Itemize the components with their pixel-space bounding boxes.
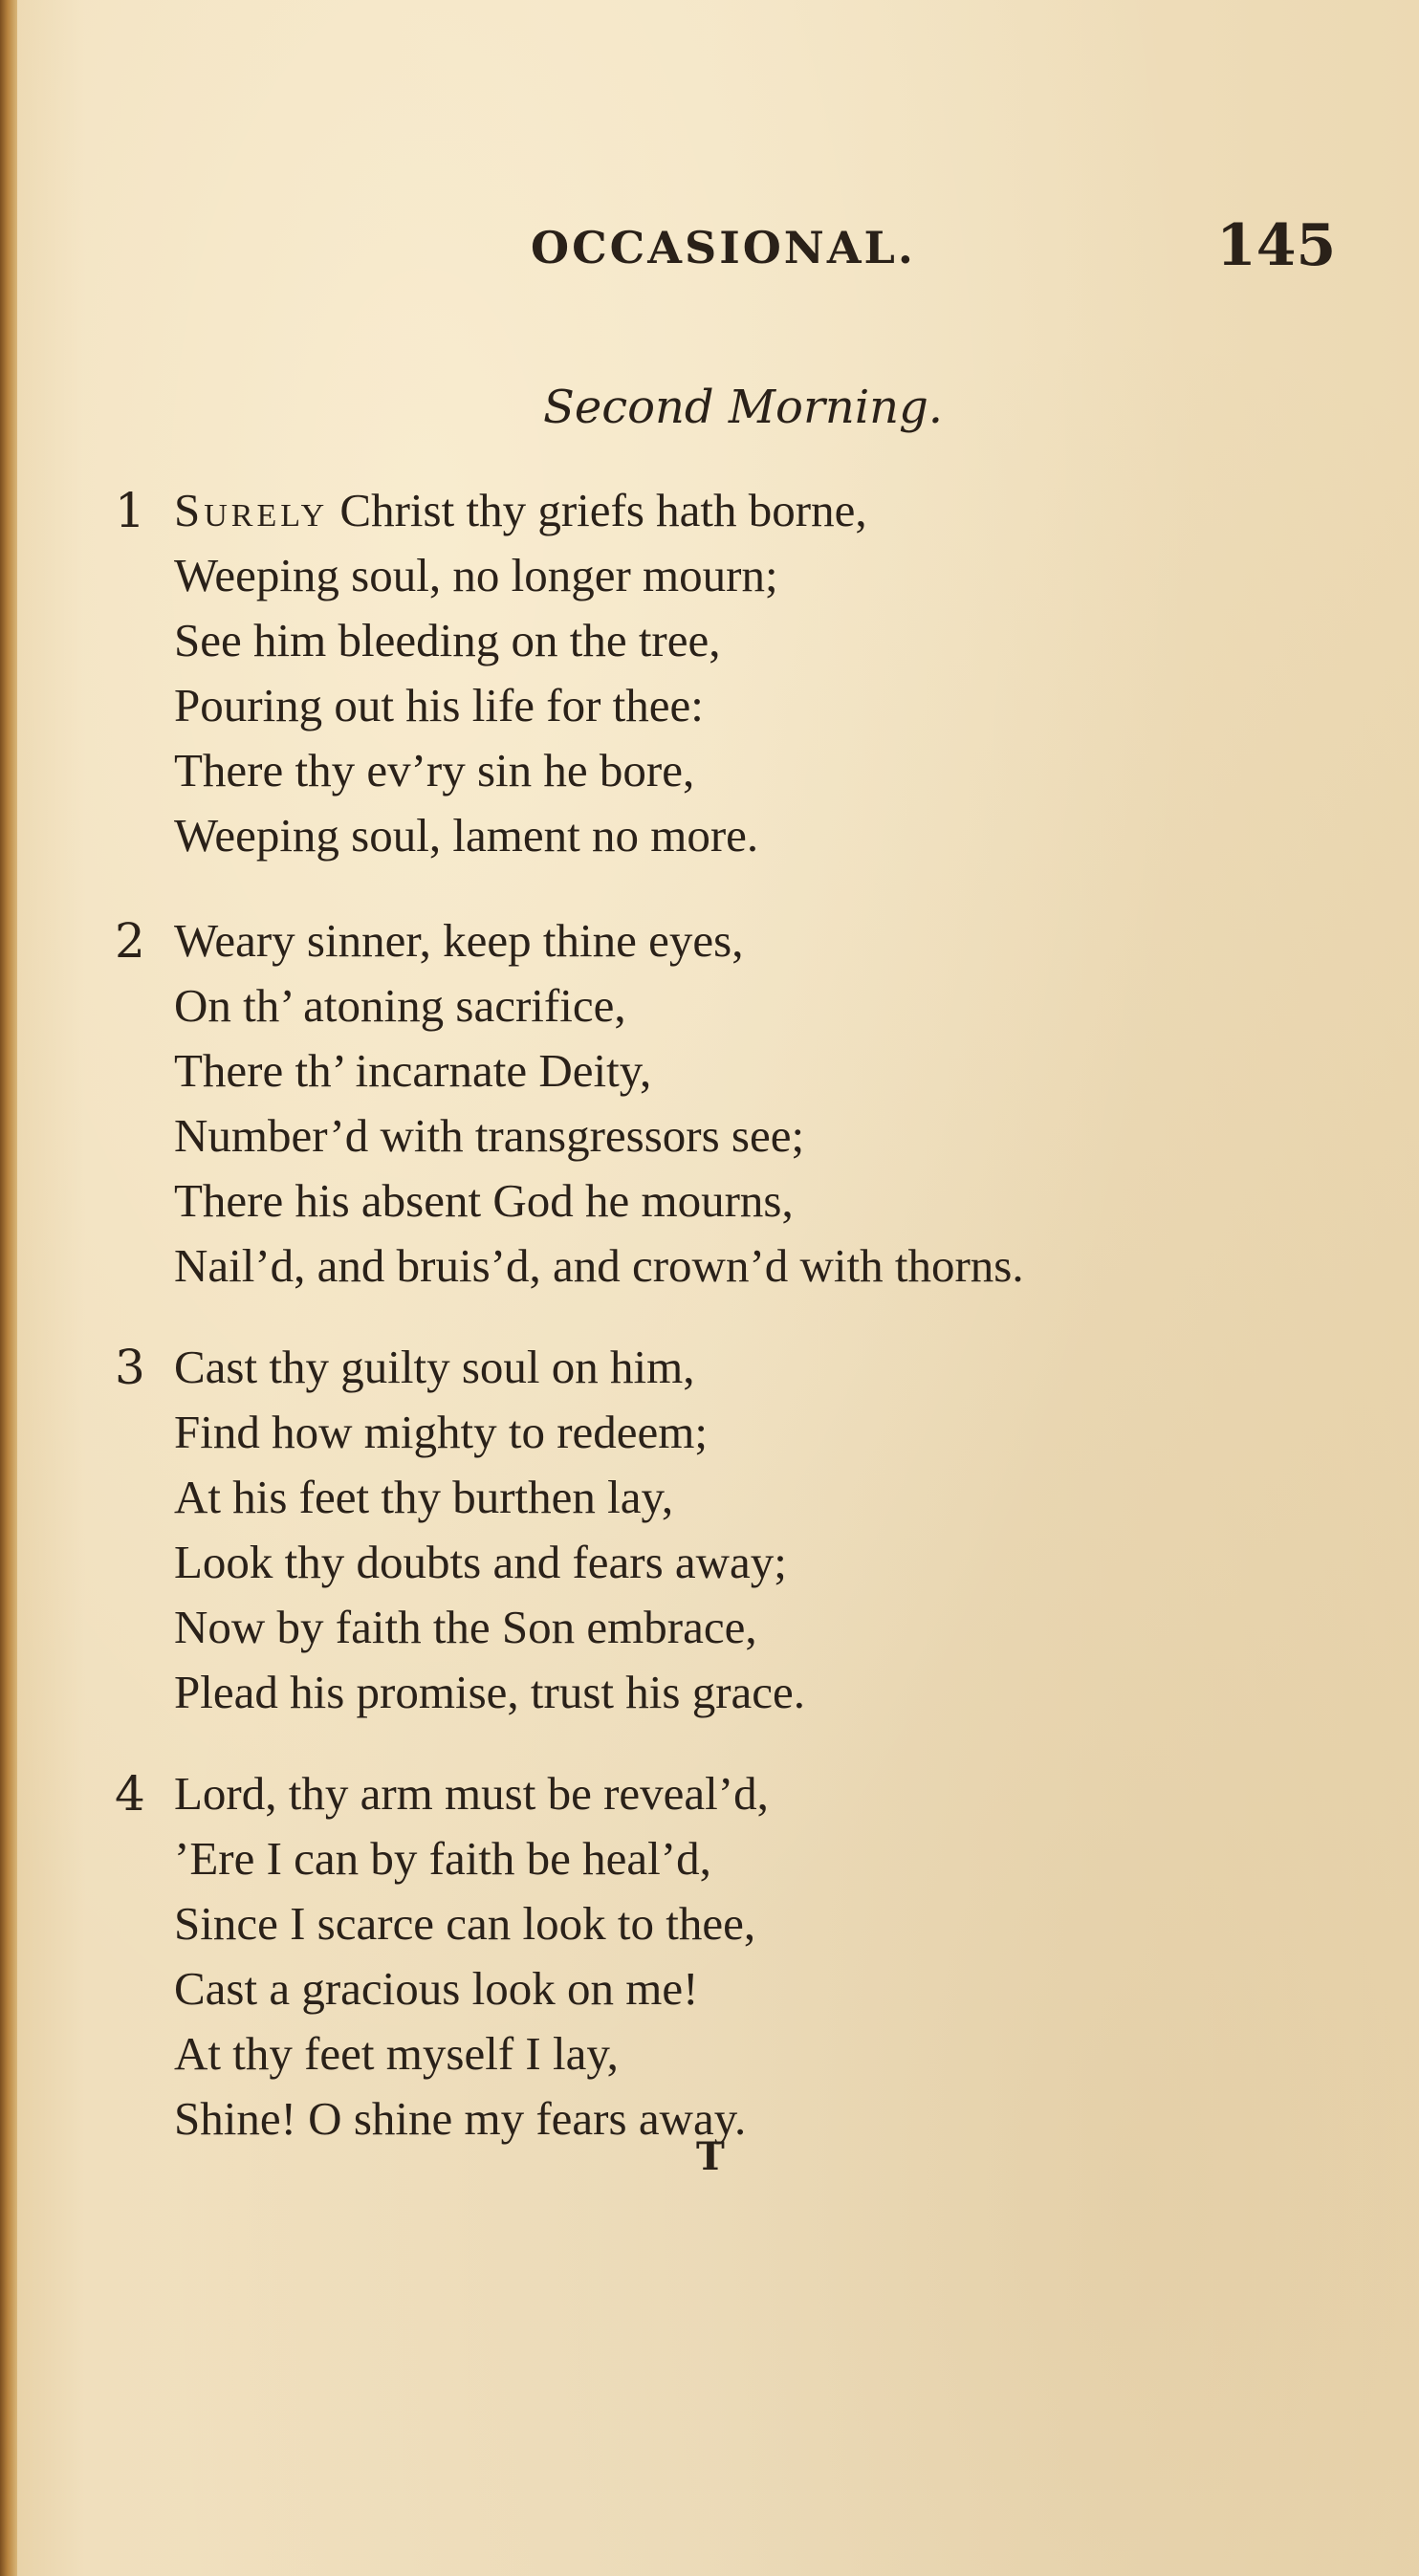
stanza-number: 1 xyxy=(115,483,145,538)
verse-line: ’Ere I can by faith be heal’d, xyxy=(174,1832,711,1885)
stanza-lines xyxy=(174,1335,1350,1725)
verse-line: Pouring out his life for thee: xyxy=(174,679,704,731)
verse-line: Find how mighty to redeem; xyxy=(174,1406,708,1458)
stanza-lines xyxy=(174,908,1350,1299)
stanza-number: 2 xyxy=(115,913,145,969)
verse-line: See him bleeding on the tree, xyxy=(174,614,721,666)
verse-line: There thy ev’ry sin he bore, xyxy=(174,744,695,797)
stanza-lines xyxy=(174,478,1350,868)
running-title: OCCASIONAL. xyxy=(531,222,916,273)
verse-line: Look thy doubts and fears away; xyxy=(174,1536,787,1588)
verse-line: There his absent God he mourns, xyxy=(174,1174,794,1227)
verse-line: Now by faith the Son embrace, xyxy=(174,1601,757,1653)
verse-line: At thy feet myself I lay, xyxy=(174,2027,619,2080)
section-title: Second Morning. xyxy=(542,381,944,434)
verse-line xyxy=(174,478,1350,543)
verse-line: Weeping soul, lament no more. xyxy=(174,809,759,862)
verse-line: Shine! O shine my fears away. xyxy=(174,2092,747,2145)
signature-mark: T xyxy=(696,2134,725,2179)
verse-line: Weary sinner, keep thine eyes, xyxy=(174,914,744,967)
verse-line: Since I scarce can look to thee, xyxy=(174,1897,756,1950)
verse-line: Number’d with transgressors see; xyxy=(174,1109,805,1162)
stanza-lines xyxy=(174,1761,1350,2151)
stanza-number: 4 xyxy=(115,1766,145,1822)
verse-line: Lord, thy arm must be reveal’d, xyxy=(174,1767,769,1820)
verse-first-word: Surely xyxy=(174,484,329,536)
verse-first-line-rest: Christ thy griefs hath borne, xyxy=(328,484,867,536)
verse-line: There th’ incarnate Deity, xyxy=(174,1044,652,1097)
verse-line: On th’ atoning sacrifice, xyxy=(174,979,626,1032)
running-head xyxy=(0,212,1419,289)
verse-line: Nail’d, and bruis’d, and crown’d with thorns. xyxy=(174,1239,1024,1292)
page-number: 145 xyxy=(1216,212,1337,279)
verse-line: Plead his promise, trust his grace. xyxy=(174,1666,806,1718)
verse-line: Cast thy guilty soul on him, xyxy=(174,1341,695,1393)
verse-line: Weeping soul, no longer mourn; xyxy=(174,549,778,601)
verse-line: Cast a gracious look on me! xyxy=(174,1962,699,2015)
stanza-number: 3 xyxy=(115,1340,145,1395)
verse-line: At his feet thy burthen lay, xyxy=(174,1471,674,1523)
